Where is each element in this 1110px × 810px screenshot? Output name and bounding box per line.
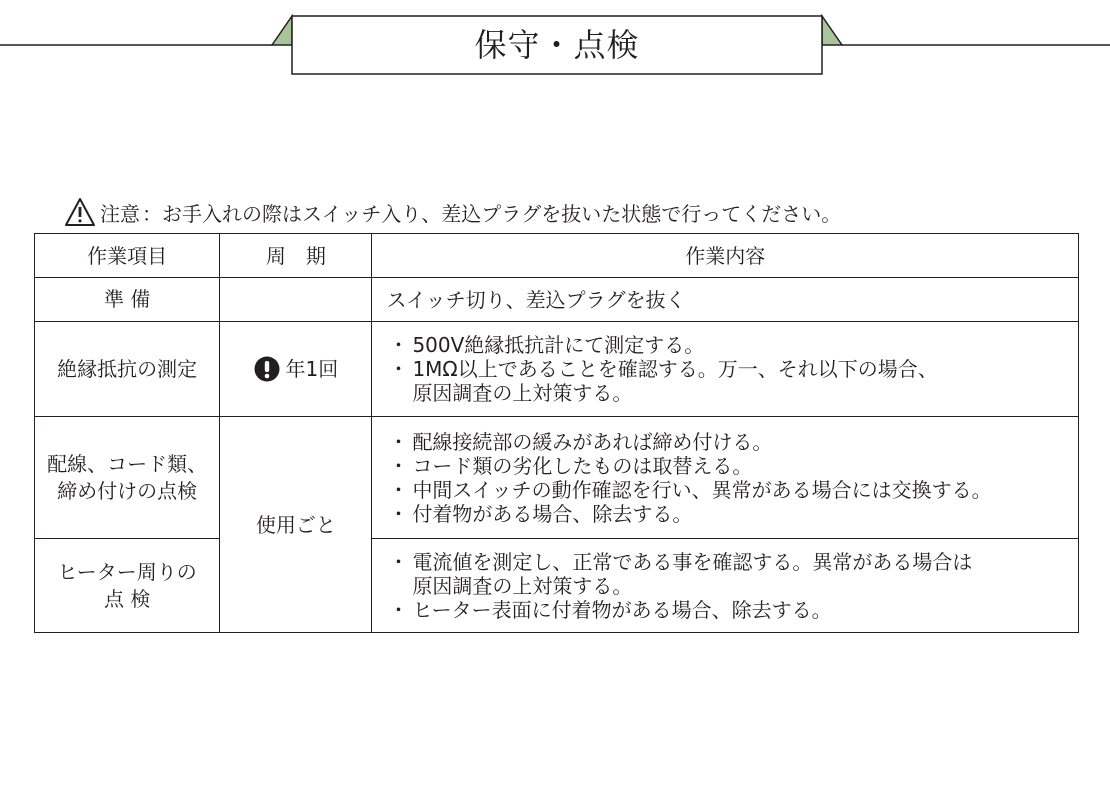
table-header-row bbox=[35, 234, 1079, 278]
list-item bbox=[386, 357, 1078, 405]
period-cell-shared bbox=[220, 417, 372, 633]
period-text: 年1回 bbox=[285, 357, 339, 381]
item-cell bbox=[35, 539, 220, 633]
item-label-wiring bbox=[47, 451, 207, 505]
header-period: 周 期 bbox=[220, 234, 372, 278]
task-text: 1MΩ以上であることを確認する。万一、それ以下の場合、 bbox=[412, 357, 938, 381]
banner-left-accent bbox=[272, 16, 292, 45]
item-label-line: 締め付けの点検 bbox=[57, 478, 198, 503]
table-row bbox=[35, 417, 1079, 539]
header-work-content: 作業内容 bbox=[372, 234, 1079, 278]
task-text-continued: 原因調査の上対策する。 bbox=[412, 573, 633, 598]
item-cell bbox=[35, 278, 220, 322]
task-text-continued: 原因調査の上対策する。 bbox=[412, 381, 633, 405]
bullet: ・ bbox=[388, 477, 409, 502]
tasks-cell bbox=[372, 322, 1079, 417]
bullet: ・ bbox=[388, 333, 409, 357]
banner-right-accent bbox=[822, 16, 842, 45]
item-label-insulation: 絶縁抵抗の測定 bbox=[57, 356, 198, 381]
item-label-heater bbox=[58, 559, 197, 613]
period-text: 使用ごと bbox=[255, 512, 336, 537]
maintenance-table bbox=[34, 233, 1079, 633]
tasks-cell bbox=[372, 278, 1079, 322]
bullet: ・ bbox=[388, 429, 409, 454]
list-item bbox=[386, 598, 1078, 622]
bullet: ・ bbox=[388, 453, 409, 478]
task-text: 電流値を測定し、正常である事を確認する。異常がある場合は bbox=[412, 549, 973, 574]
exclamation-circle-icon bbox=[254, 356, 280, 382]
task-text: コード類の劣化したものは取替える。 bbox=[412, 453, 753, 478]
list-item bbox=[386, 333, 1078, 357]
list-item bbox=[386, 550, 1078, 598]
list-item bbox=[386, 478, 1078, 502]
tasks-cell bbox=[372, 417, 1079, 539]
list-item bbox=[386, 430, 1078, 454]
item-label-line: ヒーター周りの bbox=[57, 559, 197, 584]
bullet: ・ bbox=[388, 549, 409, 574]
tasks-cell bbox=[372, 539, 1079, 633]
item-label-preparation: 準 備 bbox=[103, 287, 151, 311]
task-text: 500V絶縁抵抗計にて測定する。 bbox=[412, 333, 705, 357]
header-work-item: 作業項目 bbox=[35, 234, 220, 278]
page-header-banner bbox=[0, 0, 1110, 90]
caution-text: ：お手入れの際はスイッチ入り、差込プラグを抜いた状態で行ってください。 bbox=[142, 201, 842, 226]
task-list bbox=[386, 550, 1078, 622]
bullet: ・ bbox=[388, 357, 409, 381]
task-text: 付着物がある場合、除去する。 bbox=[412, 501, 693, 526]
period-cell-empty bbox=[220, 278, 372, 322]
item-label-line: 点 検 bbox=[103, 586, 151, 611]
task-text: ヒーター表面に付着物がある場合、除去する。 bbox=[412, 597, 832, 622]
item-cell bbox=[35, 417, 220, 539]
bullet: ・ bbox=[388, 597, 409, 622]
list-item bbox=[386, 502, 1078, 526]
period-cell bbox=[220, 322, 372, 417]
caution-label: 注意 bbox=[100, 201, 140, 226]
task-list bbox=[386, 333, 1078, 405]
item-cell bbox=[35, 322, 220, 417]
table-row bbox=[35, 539, 1079, 633]
item-label-line: 配線、コード類、 bbox=[47, 451, 208, 476]
warning-triangle-icon bbox=[64, 197, 96, 227]
task-text: 中間スイッチの動作確認を行い、異常がある場合には交換する。 bbox=[412, 477, 992, 502]
task-list bbox=[386, 430, 1078, 526]
page-title: 保守・点検 bbox=[474, 26, 640, 64]
list-item bbox=[386, 454, 1078, 478]
table-row bbox=[35, 322, 1079, 417]
bullet: ・ bbox=[388, 501, 409, 526]
caution-notice bbox=[64, 196, 841, 228]
table-row bbox=[35, 278, 1079, 322]
task-text: スイッチ切り、差込プラグを抜く bbox=[386, 287, 686, 312]
task-text: 配線接続部の緩みがあれば締め付ける。 bbox=[412, 429, 773, 454]
